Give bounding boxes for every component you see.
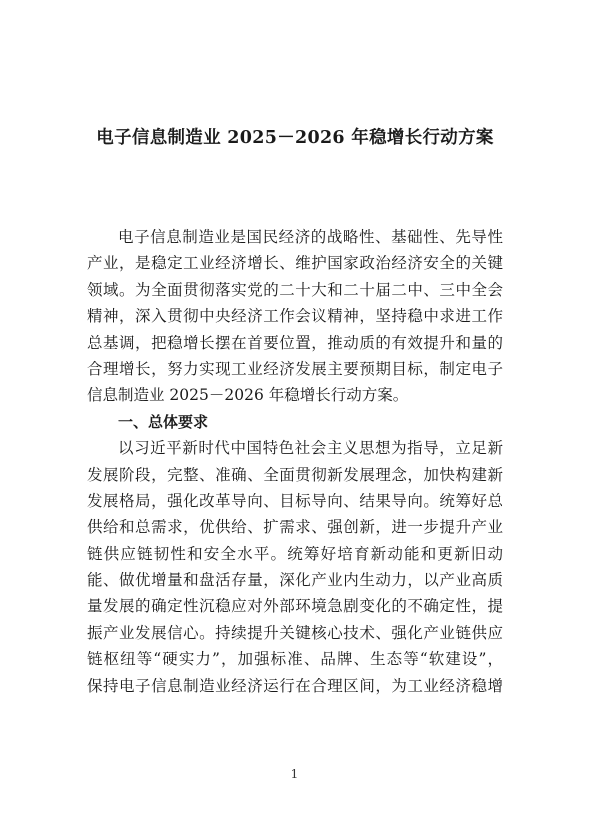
paragraph-line: 量发展的确定性沉稳应对外部环境急剧变化的不确定性，提	[87, 597, 503, 616]
paragraph-line: 保持电子信息制造业经济运行在合理区间，为工业经济稳增	[87, 676, 503, 695]
paragraph-line: 总基调，把稳增长摆在首要位置，推动质的有效提升和量的	[87, 333, 503, 352]
document-body	[87, 224, 503, 699]
paragraph-line: 以习近平新时代中国特色社会主义思想为指导，立足新	[118, 439, 503, 458]
page-number: 1	[290, 767, 299, 781]
paragraph-line: 链供应链韧性和安全水平。统筹好培育新动能和更新旧动	[87, 544, 503, 563]
paragraph-line: 领域。为全面贯彻落实党的二十大和二十届二中、三中全会	[87, 280, 503, 299]
paragraph-line: 发展阶段，完整、准确、全面贯彻新发展理念，加快构建新	[87, 465, 503, 484]
section-heading: 一、总体要求	[118, 412, 209, 431]
paragraph-line: 信息制造业 2025－2026 年稳增长行动方案。	[87, 386, 409, 405]
paragraph-line: 精神，深入贯彻中央经济工作会议精神，坚持稳中求进工作	[87, 307, 503, 326]
paragraph-line: 电子信息制造业是国民经济的战略性、基础性、先导性	[118, 228, 503, 246]
paragraph-line: 合理增长，努力实现工业经济发展主要预期目标，制定电子	[87, 359, 503, 378]
paragraph-line: 链枢纽等“硬实力”，加强标准、品牌、生态等“软建设”，	[87, 650, 503, 669]
paragraph-line: 振产业发展信心。持续提升关键核心技术、强化产业链供应	[87, 623, 503, 642]
paragraph-line: 供给和总需求，优供给、扩需求、强创新，进一步提升产业	[87, 518, 503, 537]
document-title: 电子信息制造业 2025－2026 年稳增长行动方案	[96, 128, 494, 148]
paragraph-line: 发展格局，强化改革导向、目标导向、结果导向。统筹好总	[87, 491, 503, 510]
paragraph-line: 能、做优增量和盘活存量，深化产业内生动力，以产业高质	[87, 571, 503, 590]
paragraph-line: 产业，是稳定工业经济增长、维护国家政治经济安全的关键	[87, 254, 503, 273]
